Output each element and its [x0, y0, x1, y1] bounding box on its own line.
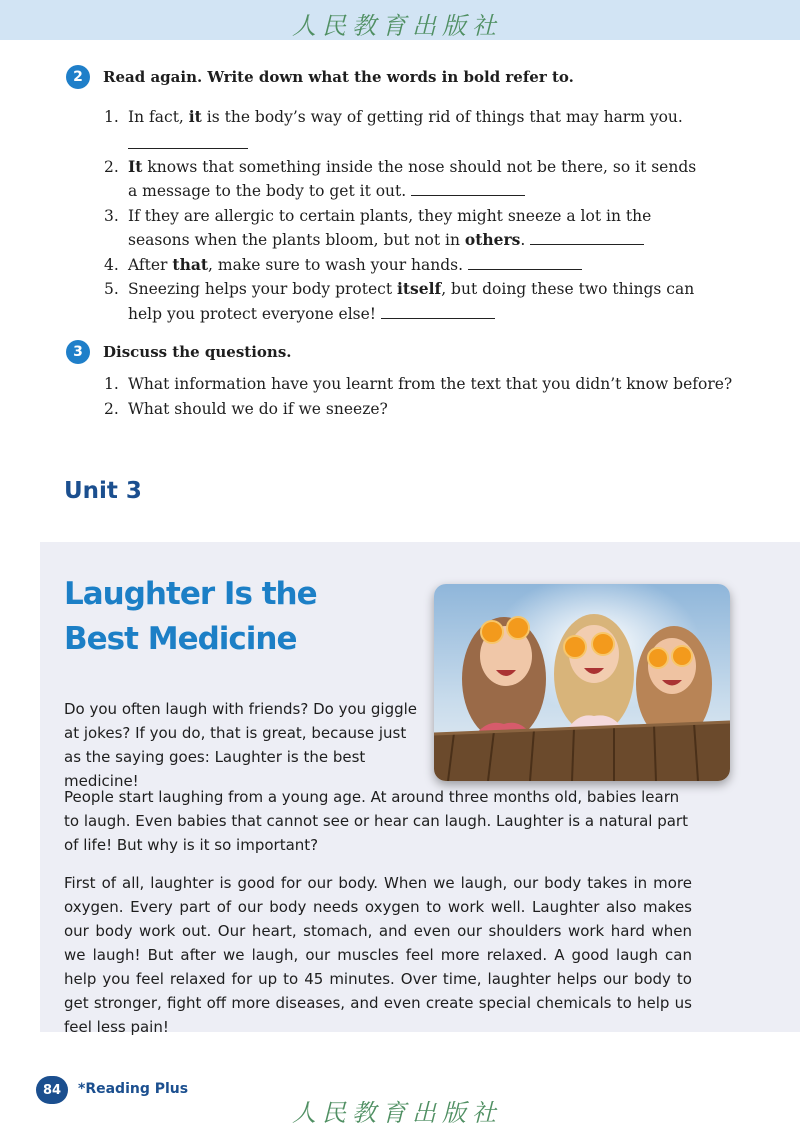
exercise-2-instruction: Read again. Write down what the words in bold refer to.	[103, 68, 574, 86]
exercise-number-badge: 3	[66, 340, 90, 364]
footer-label: *Reading Plus	[78, 1081, 189, 1097]
bold-word: itself	[397, 279, 442, 298]
bold-word: It	[128, 156, 143, 176]
girls-with-oranges-photo	[434, 584, 730, 781]
answer-blank[interactable]	[381, 304, 495, 319]
answer-blank[interactable]	[468, 255, 582, 270]
exercise-3-list	[104, 372, 744, 421]
list-item: 2. What should we do if we sneeze?	[104, 399, 388, 418]
exercise-2-header	[66, 65, 574, 89]
publisher-logo-top: 人民教育出版社	[292, 12, 502, 40]
list-item: 1. In fact, it is the body’s way of getting rid of things that may harm you.	[104, 105, 704, 149]
story-paragraph: First of all, laughter is good for our body. When we laugh, our body takes in more oxygen. Every part of our body needs oxygen to work well. Laughter also makes our body work out. Our heart, stomach, and even our shoulders work hard when we laugh! But after we laugh, our muscles feel more relaxed. A good laugh can help you feel relaxed for up to 45 minutes. Over time, laughter helps our body to get stronger, fight off more diseases, and even create special chemicals to help us feel less pain!	[64, 874, 692, 1036]
list-item: 4. After that, make sure to wash your hands.	[104, 253, 704, 278]
list-item: 5. Sneezing helps your body protect itself, but doing these two things can help you protect everyone else!	[104, 279, 695, 323]
answer-blank[interactable]	[530, 230, 644, 245]
exercise-3-instruction: Discuss the questions.	[103, 343, 292, 361]
exercise-2-list	[104, 105, 704, 326]
bold-word: it	[188, 107, 202, 126]
story-paragraph: People start laughing from a young age. At around three months old, babies learn to laugh. Even babies that cannot see or hear can laugh. Laughter is a natural part of life! But why is it so important?	[64, 788, 688, 854]
bold-word: others	[464, 230, 521, 249]
list-item: 2. It knows that something inside the nose should not be there, so it sends a message to the body to get it out.	[104, 156, 697, 200]
publisher-logo-bottom: 人民教育出版社	[292, 1099, 502, 1127]
exercise-3-header	[66, 340, 292, 364]
exercise-number-badge: 2	[66, 65, 90, 89]
story-paragraph: Do you often laugh with friends? Do you giggle at jokes? If you do, that is great, because just as the saying goes: Laughter is the best medicine!	[64, 700, 418, 790]
page-number: 84	[36, 1076, 68, 1104]
list-item: 1. What information have you learnt from the text that you didn’t know before?	[104, 375, 733, 393]
story-title: Laughter Is the Best Medicine	[64, 576, 317, 657]
bold-word: that	[172, 254, 209, 274]
answer-blank[interactable]	[128, 130, 248, 149]
answer-blank[interactable]	[411, 181, 525, 196]
list-item: 3. If they are allergic to certain plants, they might sneeze a lot in the seasons when the plants bloom, but not in others.	[104, 206, 652, 249]
unit-heading: Unit 3	[64, 478, 142, 504]
